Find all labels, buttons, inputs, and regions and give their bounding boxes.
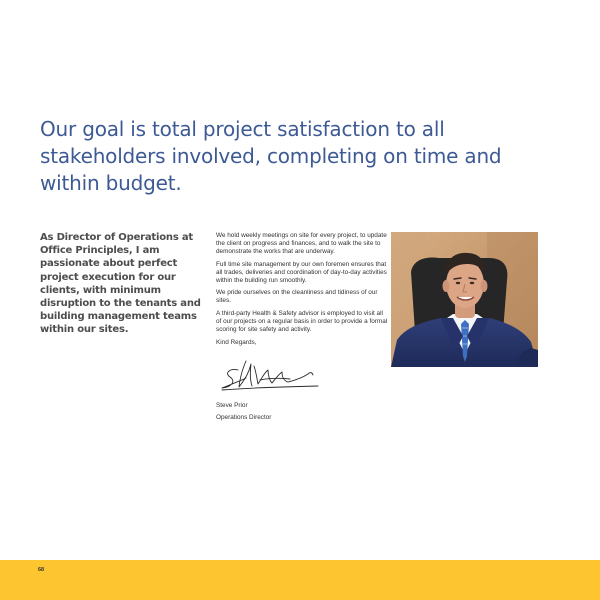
paragraph-site-management: Full time site management by our own foremen ensures that all trades, deliveries and coordination of day-to-day activities within the building run smoothly. (216, 260, 387, 284)
footer-band (0, 560, 600, 600)
handwritten-signature (216, 350, 326, 396)
letter-body (216, 232, 388, 352)
signatory-name: Steve Prior (216, 402, 248, 409)
page-number: 68 (38, 567, 45, 573)
director-portrait-photo (391, 232, 538, 367)
paragraph-meetings: We hold weekly meetings on site for every project, to update the client on progress and finances, and to walk the site to demonstrate the works that are underway. (216, 232, 387, 255)
paragraph-health-safety: A third-party Health & Safety advisor is employed to visit all of our projects on a regular basis in order to provide a formal scoring for site safety and activity. (216, 310, 388, 334)
intro-statement: As Director of Operations at Office Principles, I am passionate about perfect project execution for our clients, with minimum disruption to the tenants and building management teams within our sites. (40, 232, 201, 336)
paragraph-cleanliness: We pride ourselves on the cleanliness and tidiness of our sites. (216, 289, 378, 305)
closing-salutation: Kind Regards, (216, 338, 257, 346)
headline: Our goal is total project satisfaction to all stakeholders involved, completing on time and within budget. (40, 117, 502, 195)
signatory-title: Operations Director (216, 414, 272, 421)
